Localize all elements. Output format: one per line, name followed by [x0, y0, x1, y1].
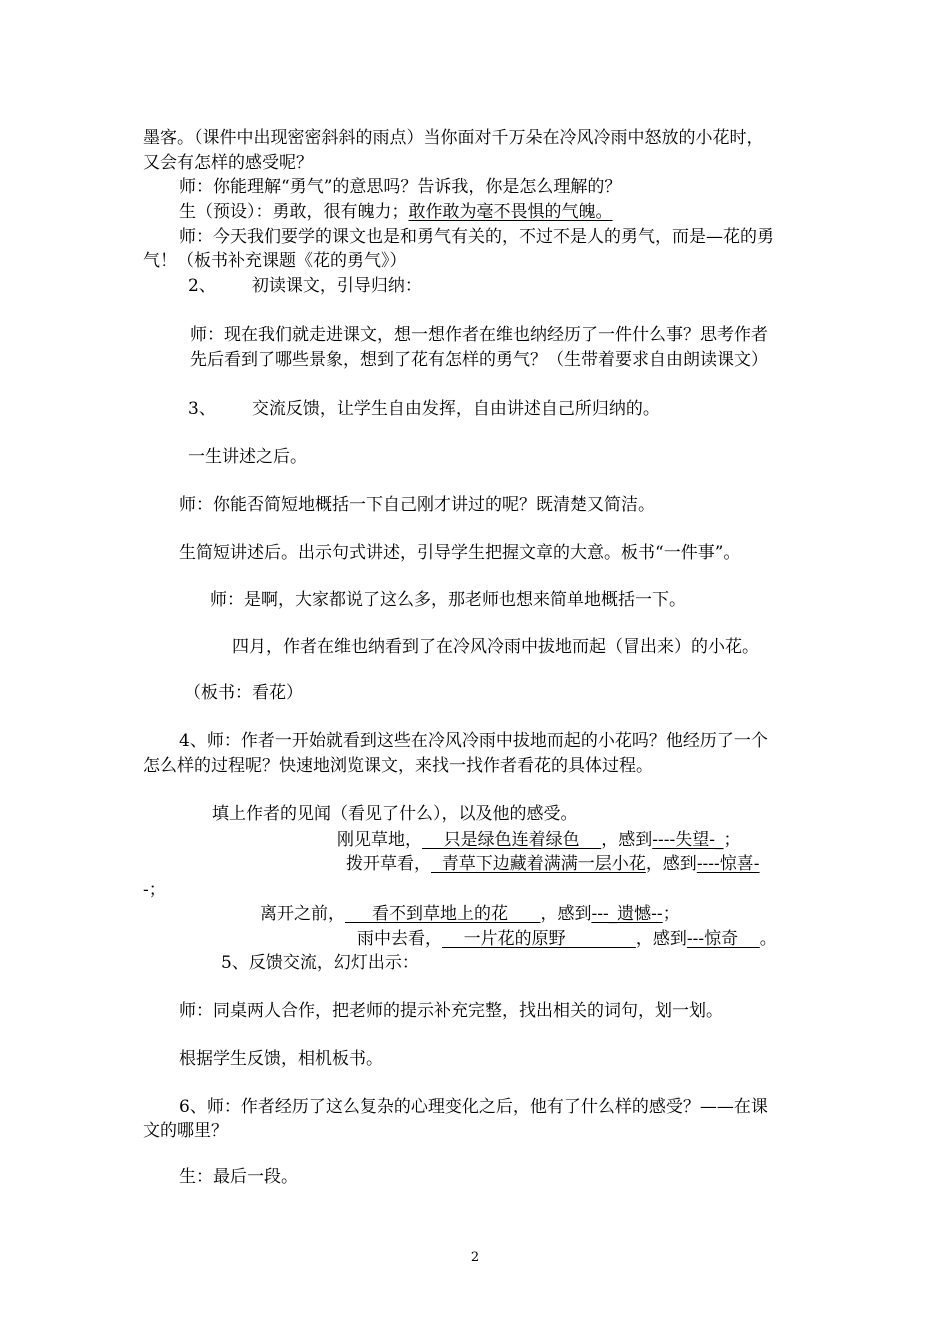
paragraph-line: 师：现在我们就走进课文，想一想作者在维也纳经历了一件什么事？思考作者: [190, 325, 768, 345]
fill-in-feeling: ---惊奇: [686, 929, 760, 949]
paragraph-line: 一生讲述之后。: [188, 447, 307, 467]
paragraph-line: 四月，作者在维也纳看到了在冷风冷雨中拔地而起（冒出来）的小花。: [232, 637, 759, 657]
paragraph-line: [179, 201, 613, 223]
fill-in-prompt: 刚见草地，: [337, 830, 422, 850]
paragraph-line: -；: [143, 880, 166, 900]
paragraph-line: 怎么样的过程呢？快速地浏览课文，来找一找作者看花的具体过程。: [143, 756, 653, 776]
fill-in-prompt: 离开之前，: [260, 904, 345, 924]
fill-in-answer: 只是绿色连着绿色: [422, 830, 602, 850]
paragraph-line: 5、反馈交流，幻灯出示：: [221, 953, 419, 973]
paragraph-line: 师：同桌两人合作，把老师的提示补充完整，找出相关的词句，划一划。: [179, 1001, 723, 1021]
paragraph-line: 师：你能理解“勇气”的意思吗？告诉我，你是怎么理解的？: [179, 177, 622, 197]
paragraph-line: （板书：看花）: [184, 683, 303, 703]
punctuation: ；: [723, 830, 741, 850]
paragraph-line: 生：最后一段。: [179, 1167, 298, 1187]
fill-in-row: [346, 853, 760, 875]
paragraph-line: 师：今天我们要学的课文也是和勇气有关的，不过不是人的勇气，而是—花的勇: [179, 227, 774, 247]
fill-in-feeling-label: ，感到: [645, 854, 697, 874]
paragraph-line: 师：你能否简短地概括一下自己刚才讲过的呢？既清楚又简洁。: [179, 495, 655, 515]
fill-in-feeling-label: ，感到: [601, 830, 653, 850]
fill-in-prompt: 拨开草看，: [346, 854, 431, 874]
fill-in-feeling-label: ，感到: [540, 904, 592, 924]
fill-in-feeling: ----失望-_: [652, 830, 724, 850]
paragraph-line: 师：是啊，大家都说了这么多，那老师也想来简单地概括一下。: [210, 590, 686, 610]
paragraph-line: 先后看到了哪些景象，想到了花有怎样的勇气？（生带着要求自由朗读课文）: [190, 350, 768, 370]
section-title: 初读课文，引导归纳：: [251, 276, 422, 296]
paragraph-line: 填上作者的见闻（看见了什么），以及他的感受。: [212, 804, 578, 824]
fill-in-row: [260, 903, 680, 925]
paragraph-line: 6、师：作者经历了这么复杂的心理变化之后，他有了什么样的感受？——在课: [179, 1097, 768, 1117]
section-number: 3、: [188, 399, 216, 419]
section-number: 2、: [188, 276, 216, 296]
fill-in-row: [357, 928, 777, 950]
paragraph-line: 4、师：作者一开始就看到这些在冷风冷雨中拔地而起的小花吗？他经历了一个: [179, 731, 768, 751]
fill-in-feeling: ----惊喜-: [696, 854, 760, 874]
underlined-answer: 敢作敢为毫不畏惧的气魄。: [408, 202, 613, 222]
fill-in-feeling: ---_遗憾--: [591, 904, 663, 924]
paragraph-line: 生简短讲述后。出示句式讲述，引导学生把握文章的大意。板书“一件事”。: [179, 543, 741, 563]
punctuation: 。: [759, 929, 777, 949]
fill-in-answer: 一片花的原野: [442, 929, 636, 949]
fill-in-feeling-label: ，感到: [635, 929, 687, 949]
page-number: 2: [470, 1250, 480, 1265]
section-heading: [188, 398, 660, 420]
fill-in-answer: 看不到草地上的花: [345, 904, 541, 924]
answer-preset: 生（预设）：勇敢，很有魄力；: [179, 202, 409, 222]
paragraph-line: 根据学生反馈，相机板书。: [179, 1049, 383, 1069]
paragraph-line: 气！（板书补充课题《花的勇气》）: [143, 251, 407, 271]
section-heading: [188, 275, 422, 297]
section-title: 交流反馈，让学生自由发挥，自由讲述自己所归纳的。: [251, 399, 660, 419]
fill-in-prompt: 雨中去看，: [357, 929, 442, 949]
paragraph-line: 文的哪里？: [143, 1121, 228, 1141]
punctuation: ；: [662, 904, 680, 924]
fill-in-answer: 青草下边藏着满满一层小花: [431, 854, 646, 874]
paragraph-line: 墨客。（课件中出现密密斜斜的雨点）当你面对千万朵在冷风冷雨中怒放的小花时，: [143, 128, 764, 148]
fill-in-row: [337, 829, 740, 851]
paragraph-line: 又会有怎样的感受呢？: [143, 153, 313, 173]
